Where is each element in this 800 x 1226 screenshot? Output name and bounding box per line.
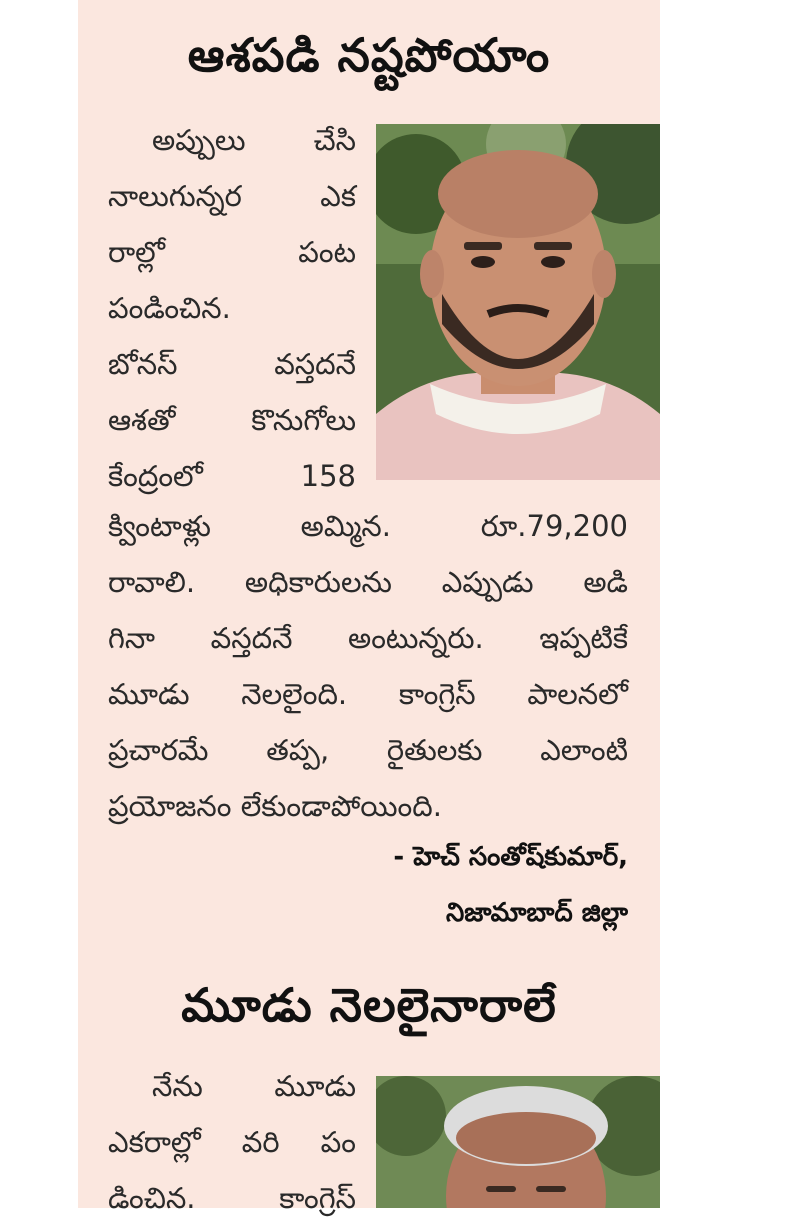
farmer-photo-1 [376,124,660,480]
farmer-photo-2 [376,1076,660,1208]
article-2-intro-text [108,1058,356,1226]
article-1-credit-place: నిజామాబాద్ జిల్లా [445,898,628,928]
text-line: అప్పులు చేసి [152,123,356,157]
text-line: నాలుగున్నర ఎక [108,179,356,213]
text-line: రాల్లో పంట [108,235,356,269]
text-line: కేంద్రంలో 158 [108,459,356,493]
article-1-intro-text [108,112,356,504]
text-line: బోనస్ వస్తదనే [108,347,356,381]
text-line: క్వింటాళ్లు అమ్మిన. రూ.79,200 [108,509,628,543]
article-1-body-text [108,498,628,834]
text-line: ఎకరాల్లో వరి పం [108,1125,356,1159]
text-line: ప్రయోజనం లేకుండాపోయింది. [108,789,442,823]
article-1-credit-name: - హెచ్ సంతోష్‌కుమార్, [393,842,628,872]
text-line: ఆశతో కొనుగోలు [108,403,356,437]
text-line: రావాలి. అధికారులను ఎప్పుడు అడి [108,565,628,599]
text-line: నేను మూడు [152,1069,356,1103]
text-line: ప్రచారమే తప్ప, రైతులకు ఎలాంటి [108,733,628,767]
text-line: మూడు నెలలైంది. కాంగ్రెస్ పాలనలో [108,677,628,711]
text-line: గినా వస్తదనే అంటున్నరు. ఇప్పటికే [108,621,628,655]
text-line: పండించిన. [108,291,231,325]
article-2-headline: మూడు నెలలైనారాలే [181,978,557,1032]
article-1-headline: ఆశపడి నష్టపోయాం [187,28,551,82]
newspaper-column [78,0,660,1215]
text-line: డించిన. కాంగ్రెస్ [108,1181,356,1215]
